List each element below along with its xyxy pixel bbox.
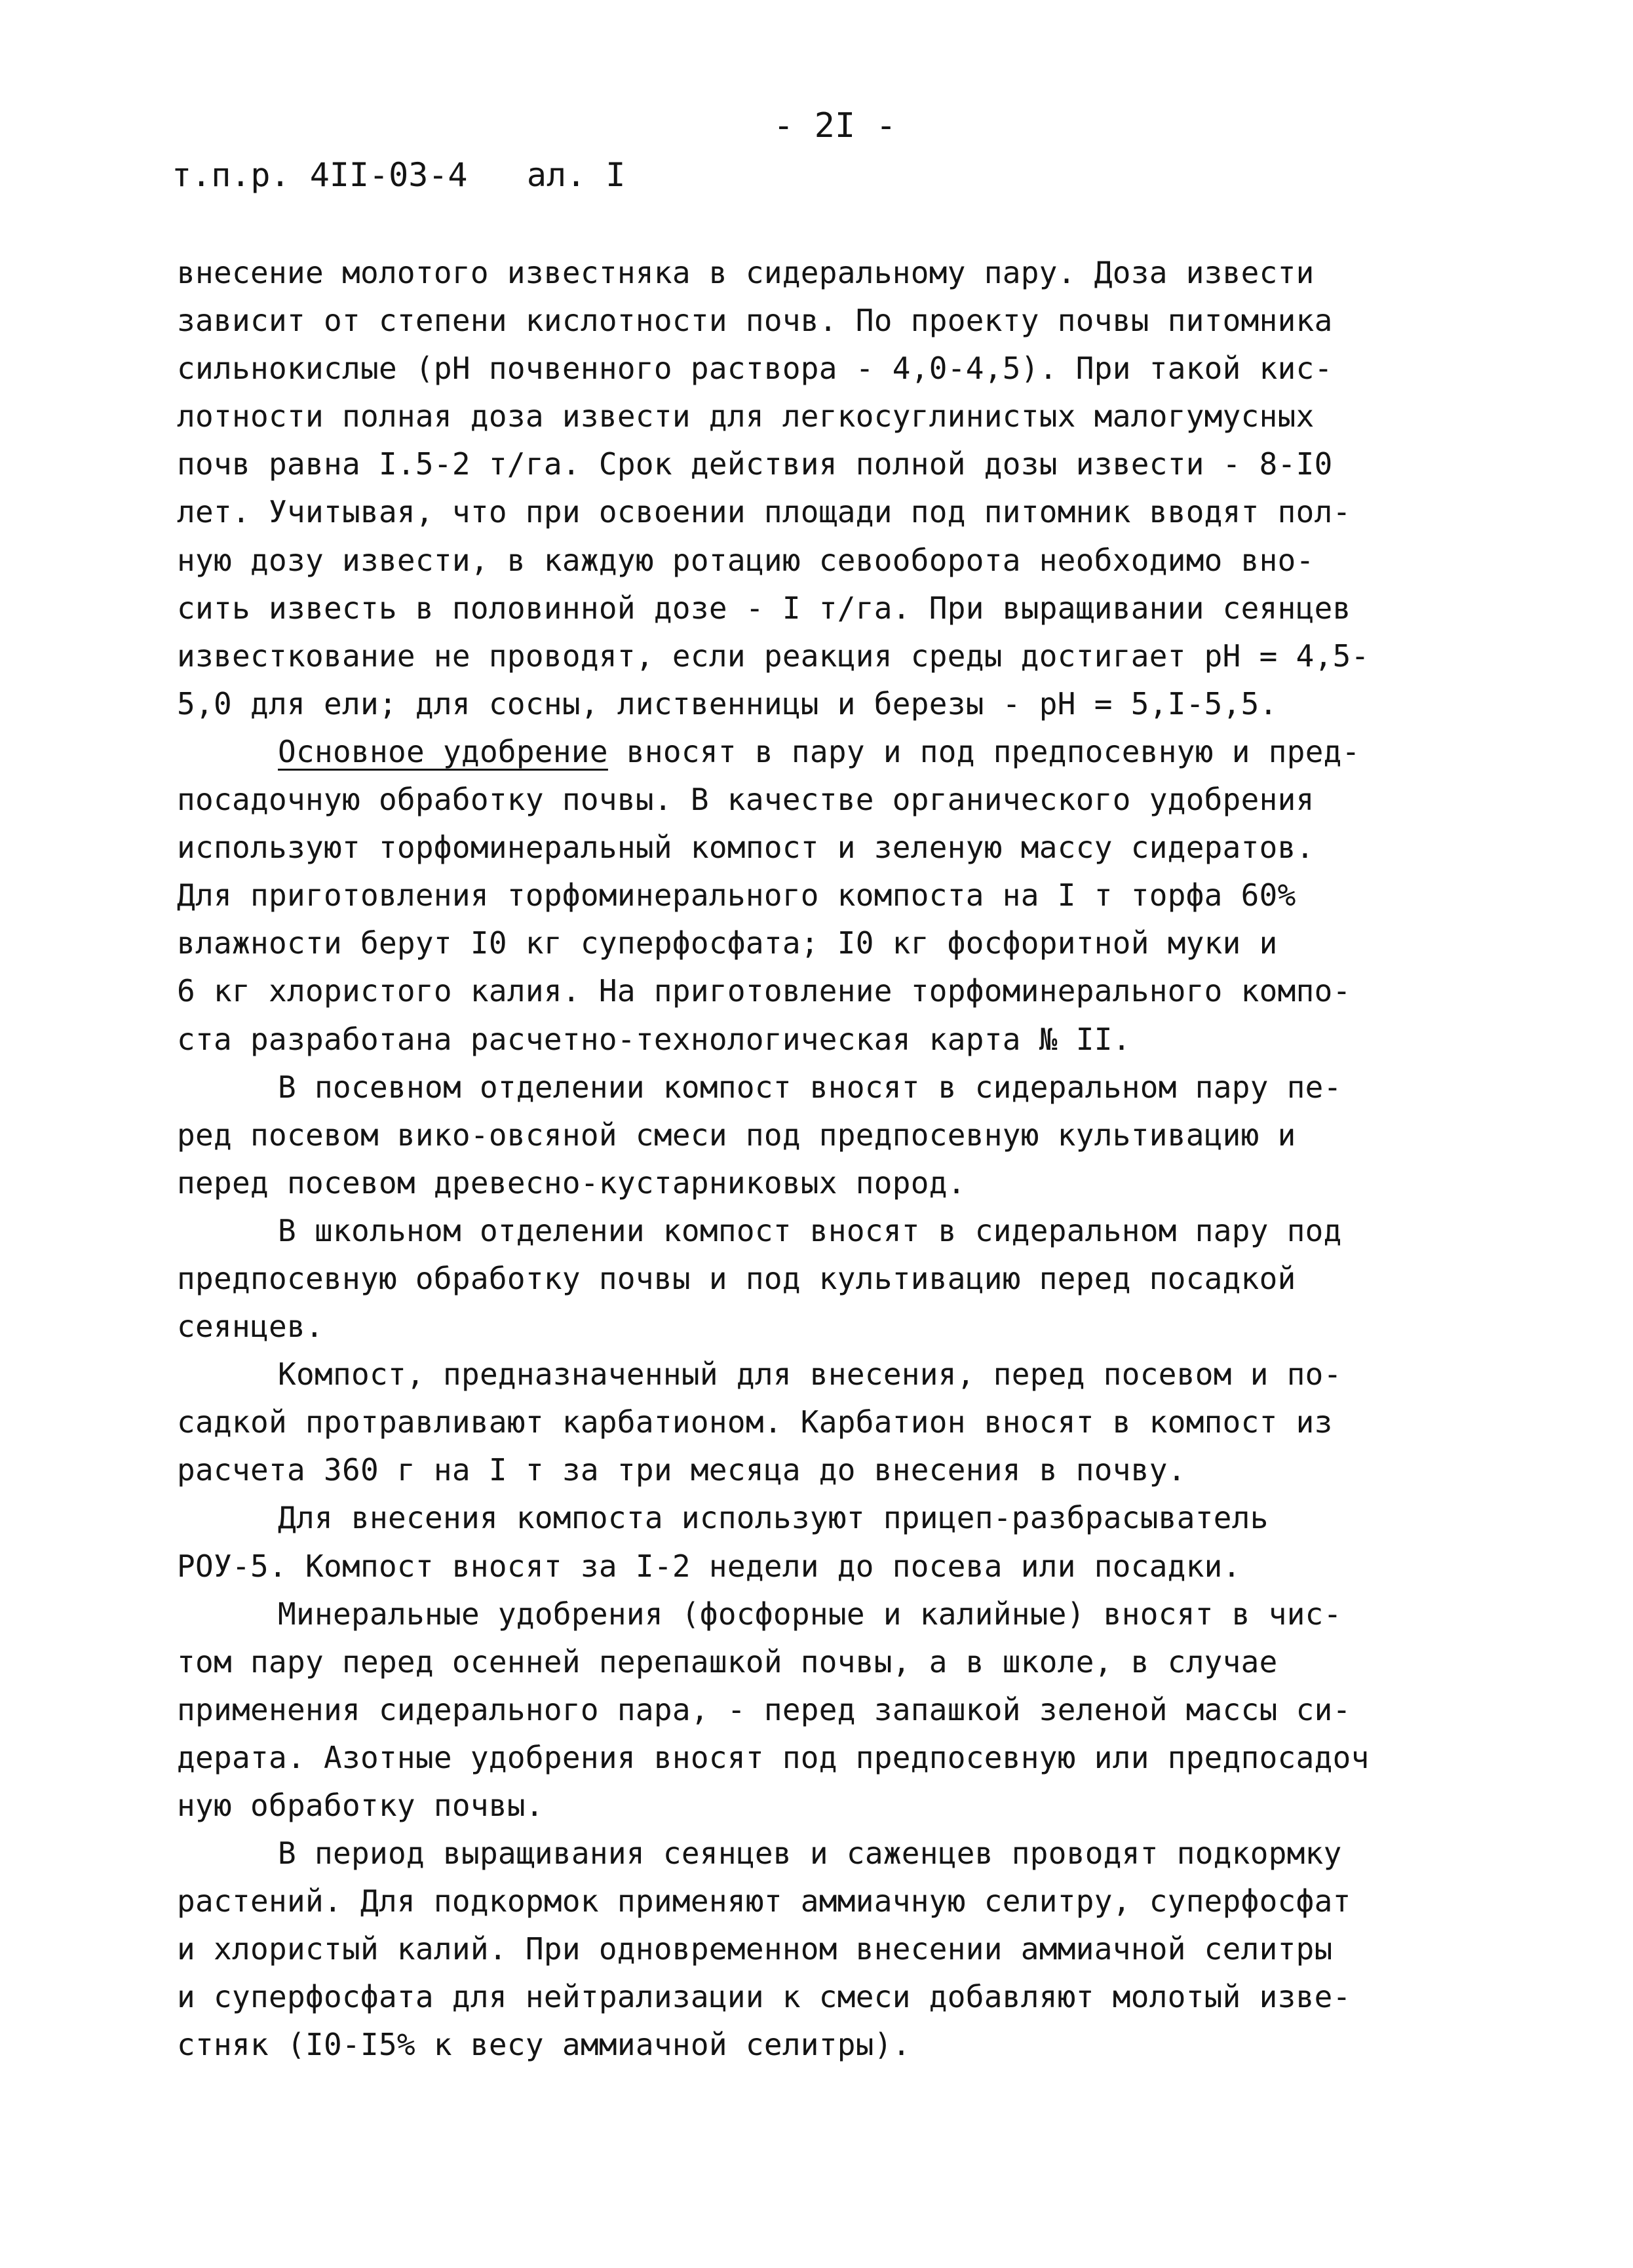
text-line: ста разработана расчетно-технологическая карта № II. — [177, 1021, 1131, 1057]
text-line: почв равна I.5-2 т/га. Срок действия полной дозы извести - 8-I0 — [177, 446, 1333, 482]
text-line: и хлористый калий. При одновременном внесении аммиачной селитры — [177, 1931, 1333, 1967]
page-number: - 2I - — [773, 106, 896, 145]
text-line: лотности полная доза извести для легкосуглинистых малогумусных — [177, 398, 1315, 434]
text-line: Компост, предназначенный для внесения, перед посевом и по- — [278, 1356, 1342, 1393]
text-line: известкование не проводят, если реакция среды достигает рН = 4,5- — [177, 638, 1370, 674]
paragraph — [177, 728, 1494, 1064]
text-span: вносят в пару и под предпосевную и пред- — [607, 733, 1360, 769]
text-line: применения сидерального пара, - перед запашкой зеленой массы си- — [177, 1691, 1351, 1727]
text-line: В посевном отделении компост вносят в сидеральном пару пе- — [278, 1069, 1342, 1105]
paragraph — [177, 1207, 1494, 1351]
text-line: внесение молотого известняка в сидеральному пару. Доза извести — [177, 255, 1315, 290]
text-line: растений. Для подкормок применяют аммиачную селитру, суперфосфат — [177, 1883, 1351, 1919]
paragraph — [177, 1351, 1494, 1494]
text-line: ную обработку почвы. — [177, 1788, 544, 1823]
text-line: зависит от степени кислотности почв. По проекту почвы питомника — [177, 303, 1333, 339]
text-line: предпосевную обработку почвы и под культивацию перед посадкой — [177, 1260, 1296, 1296]
text-line: расчета 360 г на I т за три месяца до внесения в почву. — [177, 1452, 1186, 1488]
text-line: влажности берут I0 кг суперфосфата; I0 кг фосфоритной муки и — [177, 925, 1278, 961]
text-line: Минеральные удобрения (фосфорные и калийные) вносят в чис- — [278, 1596, 1342, 1632]
text-line: садкой протравливают карбатионом. Карбатион вносят в компост из — [177, 1404, 1333, 1440]
paragraph — [177, 1830, 1494, 2069]
text-line: дерата. Азотные удобрения вносят под предпосевную или предпосадоч — [177, 1739, 1370, 1775]
text-line: ред посевом вико-овсяной смеси под предпосевную культивацию и — [177, 1117, 1296, 1153]
text-line: перед посевом древесно-кустарниковых пород. — [177, 1164, 966, 1201]
text-line: сеянцев. — [177, 1309, 324, 1345]
text-line: РОУ-5. Компост вносят за I-2 недели до посева или посадки. — [177, 1548, 1241, 1584]
document-body — [177, 249, 1494, 2069]
text-line: том пару перед осенней перепашкой почвы, а в школе, в случае — [177, 1643, 1278, 1680]
text-line: 6 кг хлористого калия. На приготовление торфоминерального компо- — [177, 973, 1351, 1009]
text-line: В школьном отделении компост вносят в сидеральном пару под — [278, 1212, 1342, 1248]
text-line — [177, 728, 1494, 776]
paragraph — [177, 249, 1494, 728]
document-code: т.п.р. 4II-03-4 ал. I — [172, 156, 626, 194]
text-line: и суперфосфата для нейтрализации к смеси добавляют молотый изве- — [177, 1979, 1351, 2015]
paragraph — [177, 1064, 1494, 1207]
paragraph — [177, 1590, 1494, 1830]
paragraph — [177, 1494, 1494, 1590]
underlined-term: Основное удобрение — [278, 733, 608, 769]
text-line: Для внесения компоста используют прицеп-разбрасыватель — [278, 1500, 1269, 1536]
text-line: 5,0 для ели; для сосны, лиственницы и березы - рН = 5,I-5,5. — [177, 685, 1278, 721]
text-line: посадочную обработку почвы. В качестве органического удобрения — [177, 782, 1315, 818]
text-line: В период выращивания сеянцев и саженцев проводят подкормку — [278, 1836, 1342, 1872]
text-line: сильнокислые (рН почвенного раствора - 4,0-4,5). При такой кис- — [177, 351, 1333, 387]
text-line: стняк (I0-I5% к весу аммиачной селитры). — [177, 2027, 911, 2063]
text-line: лет. Учитывая, что при освоении площади под питомник вводят пол- — [177, 494, 1351, 530]
text-line: сить известь в половинной дозе - I т/га. При выращивании сеянцев — [177, 590, 1351, 626]
text-line: используют торфоминеральный компост и зеленую массу сидератов. — [177, 830, 1315, 866]
text-line: ную дозу извести, в каждую ротацию севооборота необходимо вно- — [177, 542, 1315, 578]
text-line: Для приготовления торфоминерального компоста на I т торфа 60% — [177, 877, 1296, 913]
